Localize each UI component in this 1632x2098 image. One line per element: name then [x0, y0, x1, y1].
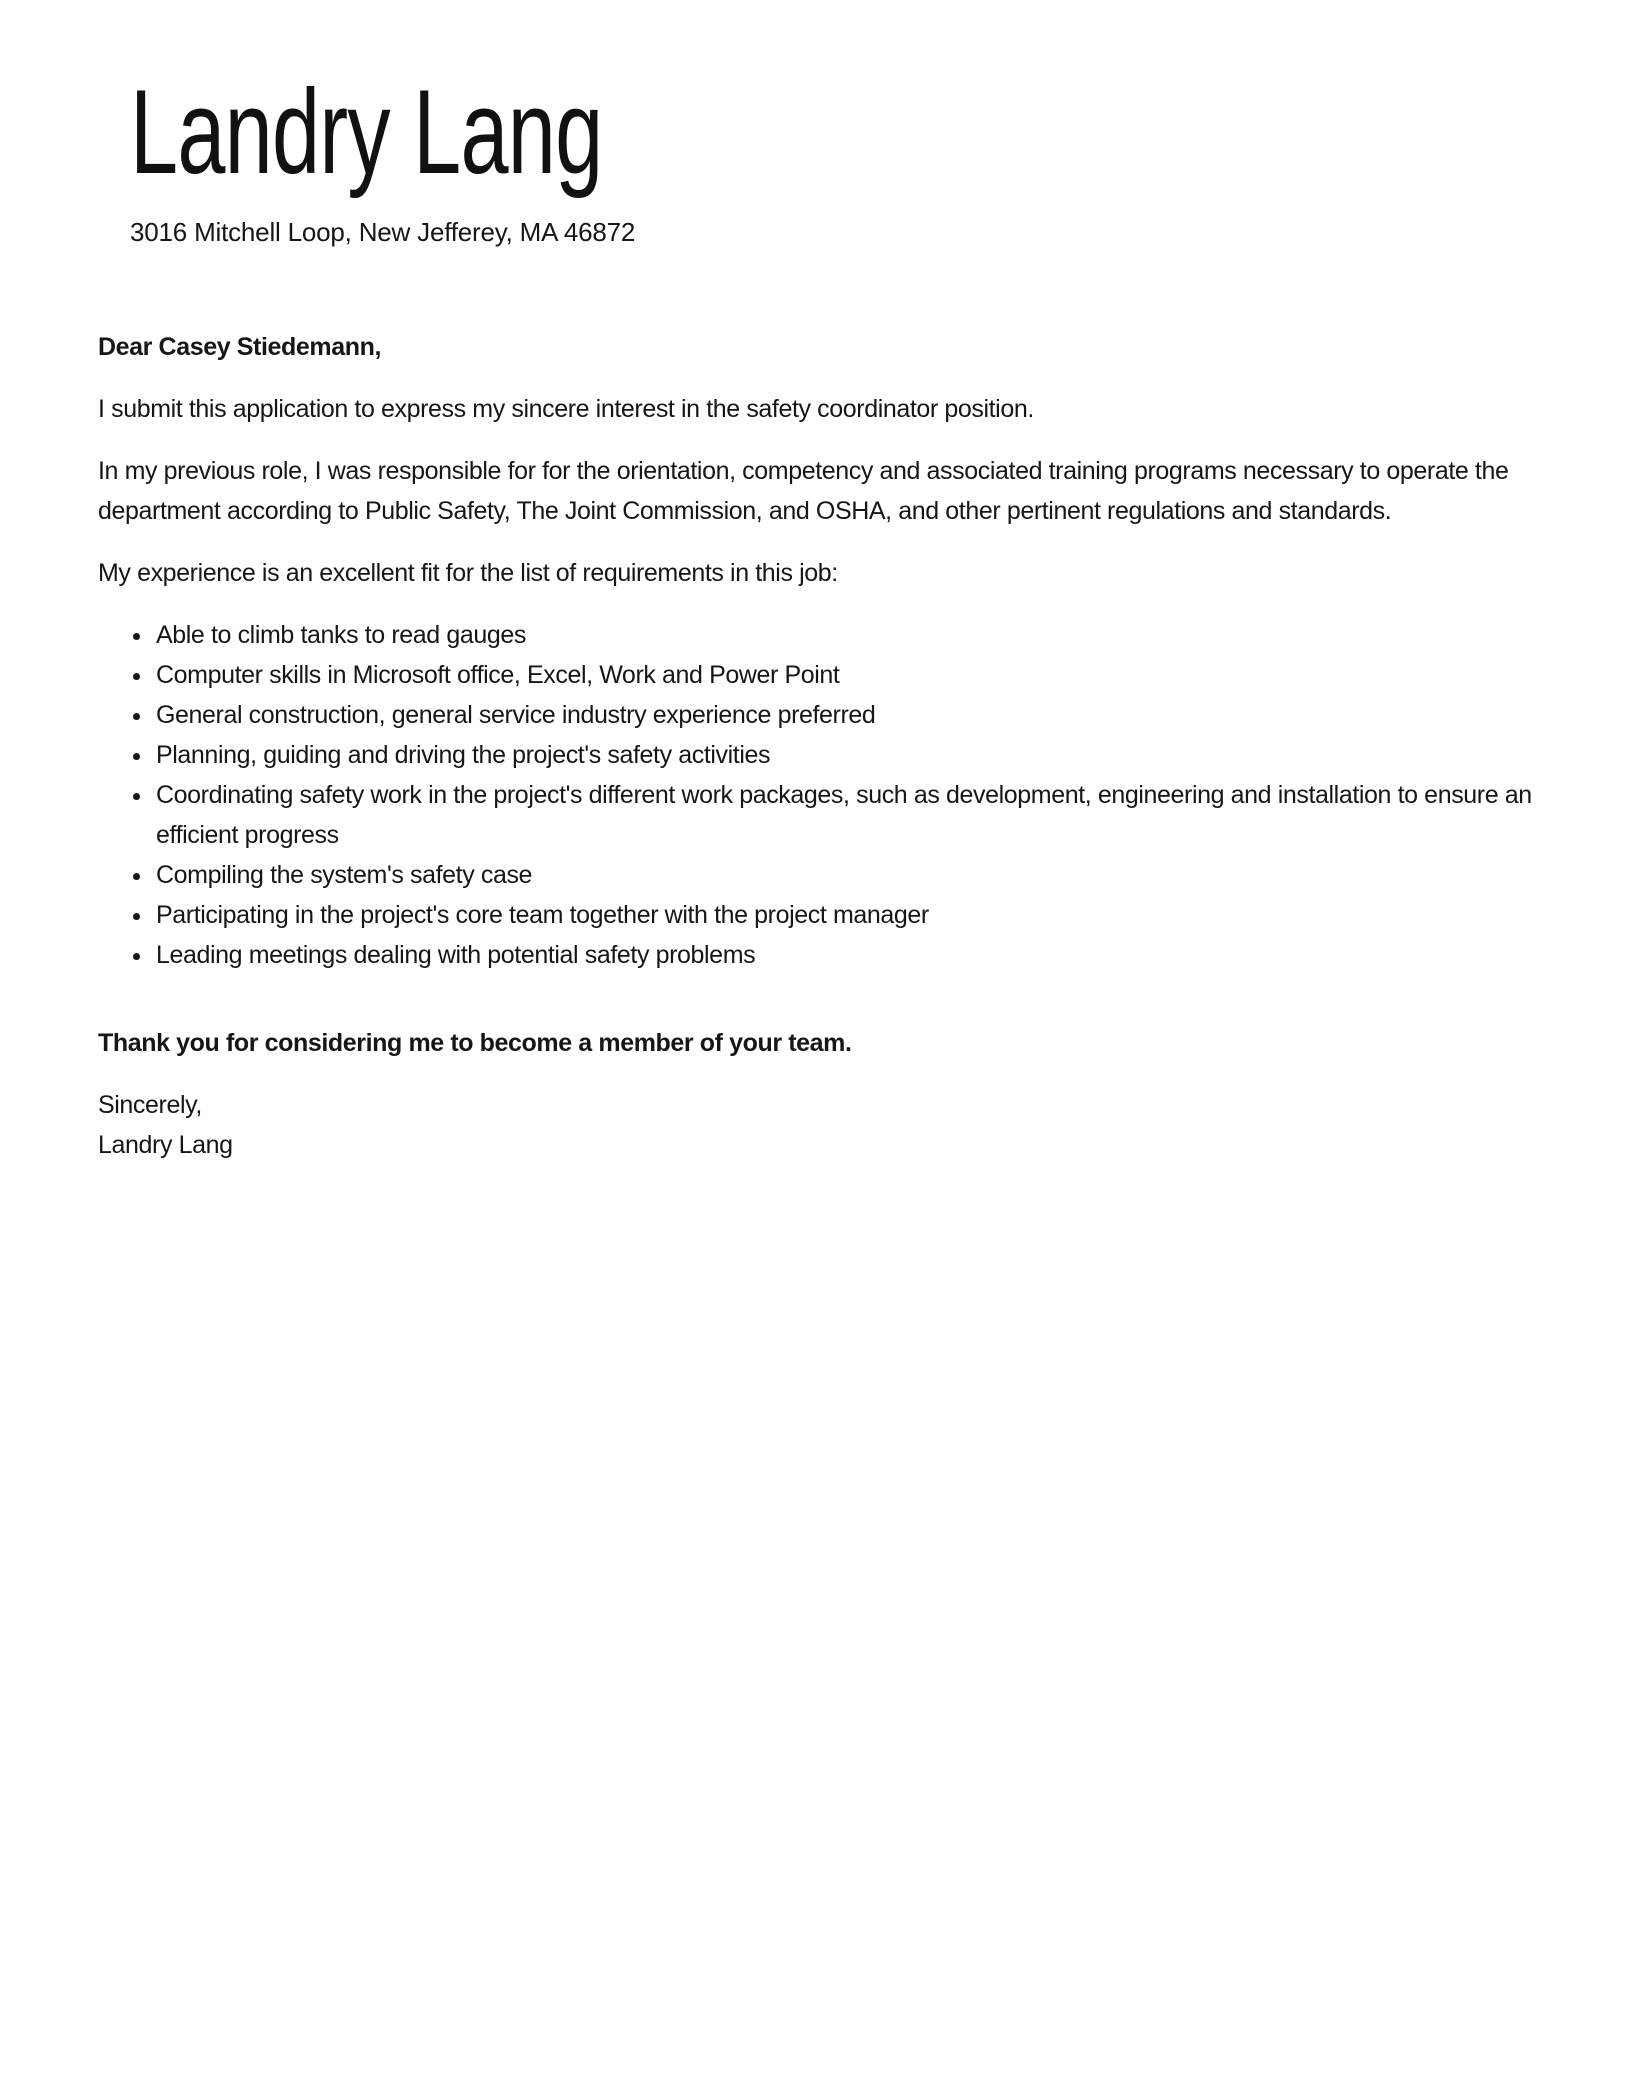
- closing-paragraph: Thank you for considering me to become a member of your team.: [98, 1029, 852, 1057]
- experience-paragraph: In my previous role, I was responsible for for the orientation, competency and associated training programs necessary to operate the department according to Public Safety, The Joint Commission, and OSHA, and other pertinent regulations and standards.: [98, 457, 1509, 525]
- fit-paragraph: My experience is an excellent fit for the list of requirements in this job:: [98, 559, 838, 587]
- letter-header: [98, 66, 1537, 252]
- letter-body: [98, 327, 1537, 1165]
- applicant-address: 3016 Mitchell Loop, New Jefferey, MA 46872: [130, 217, 636, 247]
- requirement-item: • Leading meetings dealing with potential safety problems: [154, 935, 1537, 975]
- requirement-item: • Planning, guiding and driving the project's safety activities: [154, 735, 1537, 775]
- applicant-name: Landry Lang: [130, 65, 603, 199]
- requirement-item: • Participating in the project's core team together with the project manager: [154, 895, 1537, 935]
- requirement-item: • Able to climb tanks to read gauges: [154, 615, 1537, 655]
- requirement-item: • General construction, general service industry experience preferred: [154, 695, 1537, 735]
- salutation: Dear Casey Stiedemann,: [98, 333, 381, 361]
- requirement-item: • Computer skills in Microsoft office, Excel, Work and Power Point: [154, 655, 1537, 695]
- intro-paragraph: I submit this application to express my sincere interest in the safety coordinator position.: [98, 395, 1034, 423]
- requirements-list: [98, 615, 1537, 975]
- signature-name: Landry Lang: [98, 1131, 233, 1159]
- signoff: Sincerely,: [98, 1091, 202, 1119]
- requirement-item: • Coordinating safety work in the project's different work packages, such as development, engineering and installation to ensure an efficient progress: [154, 775, 1537, 855]
- requirement-item: • Compiling the system's safety case: [154, 855, 1537, 895]
